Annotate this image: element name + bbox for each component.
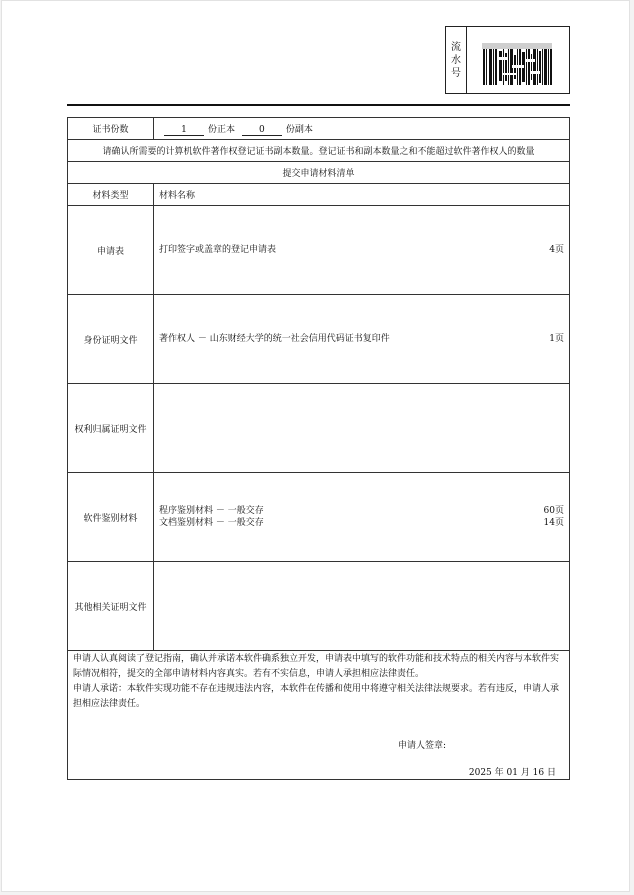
copies-values bbox=[154, 118, 570, 140]
material-items bbox=[154, 206, 570, 295]
material-item-pages: 60页 bbox=[543, 506, 564, 516]
notice-row bbox=[68, 140, 570, 162]
application-materials-table bbox=[67, 117, 570, 780]
material-items bbox=[154, 295, 570, 384]
declaration-text-1: 申请人认真阅读了登记指南，确认并承诺本软件确系独立开发，申请表中填写的软件功能和技术特点的相关内容与本软件实际情况相符，提交的全部申请材料内容真实。若有不实信息，申请人承担相应法律责任。 bbox=[73, 654, 560, 679]
serial-number-box bbox=[445, 26, 570, 94]
material-item-pages: 1页 bbox=[549, 334, 564, 344]
material-item bbox=[159, 333, 564, 345]
material-items bbox=[154, 384, 570, 473]
material-item-pages: 4页 bbox=[549, 245, 564, 255]
column-header-type: 材料类型 bbox=[68, 184, 154, 206]
material-row bbox=[68, 473, 570, 562]
material-item bbox=[159, 505, 564, 517]
signature-label: 申请人签章: bbox=[397, 741, 446, 751]
copies-label: 证书份数 bbox=[68, 118, 154, 140]
material-type: 其他相关证明文件 bbox=[68, 562, 154, 651]
material-item-name: 程序鉴别材料 － 一般交存 bbox=[159, 506, 264, 516]
document-page bbox=[1, 0, 630, 892]
material-row bbox=[68, 384, 570, 473]
signature-date: 2025 年 01 月 16 日 bbox=[468, 768, 556, 778]
original-count-field[interactable]: 1 bbox=[164, 125, 204, 136]
column-header-row bbox=[68, 184, 570, 206]
material-item bbox=[159, 517, 564, 529]
copy-count-label: 份副本 bbox=[285, 124, 313, 135]
certificate-copies-row bbox=[68, 118, 570, 140]
material-item-name: 著作权人 － 山东财经大学的统一社会信用代码证书复印件 bbox=[159, 334, 390, 344]
declaration-text-2: 申请人承诺：本软件实现功能不存在违规违法内容，本软件在传播和使用中将遵守相关法律法规要求。若有违反，申请人承担相应法律责任。 bbox=[73, 684, 560, 709]
material-item bbox=[159, 244, 564, 256]
material-item-name: 文档鉴别材料 － 一般交存 bbox=[159, 518, 264, 528]
material-type: 申请表 bbox=[68, 206, 154, 295]
copy-count-field[interactable]: 0 bbox=[242, 125, 282, 136]
declaration-row bbox=[68, 651, 570, 780]
material-row bbox=[68, 295, 570, 384]
material-type: 权利归属证明文件 bbox=[68, 384, 154, 473]
original-count-label: 份正本 bbox=[208, 124, 236, 135]
serial-number-label: 流水号 bbox=[446, 27, 467, 93]
barcode-image bbox=[482, 43, 552, 85]
materials-list-title: 提交申请材料清单 bbox=[68, 162, 570, 184]
material-type: 身份证明文件 bbox=[68, 295, 154, 384]
material-item-name: 打印签字或盖章的登记申请表 bbox=[159, 245, 277, 255]
material-items bbox=[154, 562, 570, 651]
copies-notice: 请确认所需要的计算机软件著作权登记证书副本数量。登记证书和副本数量之和不能超过软件著作权人的数量 bbox=[68, 140, 570, 162]
material-type: 软件鉴别材料 bbox=[68, 473, 154, 562]
material-row bbox=[68, 206, 570, 295]
header-divider bbox=[67, 104, 570, 106]
material-item-pages: 14页 bbox=[543, 518, 564, 528]
material-row bbox=[68, 562, 570, 651]
declaration-cell bbox=[68, 651, 570, 780]
list-title-row bbox=[68, 162, 570, 184]
column-header-name: 材料名称 bbox=[154, 184, 570, 206]
material-items bbox=[154, 473, 570, 562]
